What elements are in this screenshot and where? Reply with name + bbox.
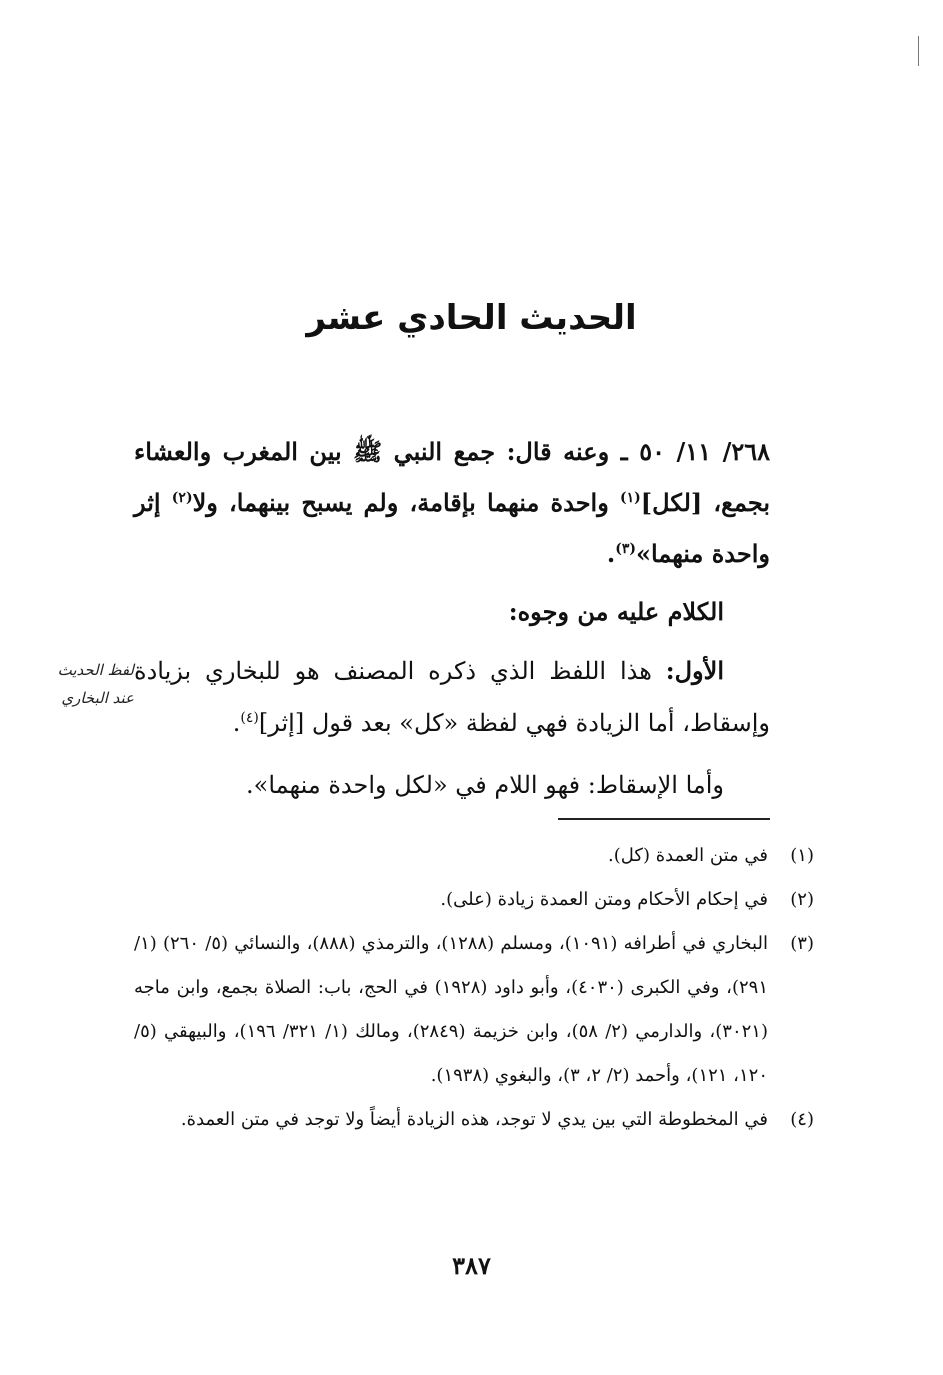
footnote-text: في المخطوطة التي بين يدي لا توجد، هذه الزيادة أيضاً ولا توجد في متن العمدة. — [180, 1109, 768, 1130]
first-point-lead: الأول: — [665, 656, 724, 685]
footnote-text: في متن العمدة (كل). — [608, 845, 768, 866]
footnote-number: (٢) — [790, 889, 814, 910]
hadith-text-part-3: إثر واحدة منهما» — [134, 488, 770, 568]
footnote-ref-1[interactable]: (١) — [620, 490, 641, 506]
first-point-end: . — [232, 709, 241, 737]
hadith-text-part-1: ـ وعنه قال: جمع النبي ﷺ بين المغرب والعشاء بجمع، [لكل] — [134, 437, 771, 517]
footnote-item — [134, 878, 814, 922]
footnote-text: في إحكام الأحكام ومتن العمدة زيادة (على). — [440, 889, 768, 910]
footnote-ref-4[interactable]: (٤) — [240, 710, 259, 726]
footnote-item — [134, 1098, 814, 1142]
discussion-heading: الكلام عليه من وجوه: — [508, 597, 724, 626]
footnotes — [134, 834, 814, 1142]
second-point-paragraph: وأما الإسقاط: فهو اللام في «لكل واحدة منهما». — [246, 771, 724, 799]
hadith-number: ٢٦٨/ ١١/ ٥٠ — [639, 437, 771, 466]
footnote-number: (٣) — [790, 933, 814, 954]
footnote-text: البخاري في أطرافه (١٠٩١)، ومسلم (١٢٨٨)، والترمذي (٨٨٨)، والنسائي (٥/ ٢٦٠) (١/ ٢٩١)، وفي الكبرى (٤٠٣٠)، وأبو داود (١٩٢٨) في الحج، باب: الصلاة بجمع، وابن ماجه (٣٠٢١)، والدارمي (٢/ ٥٨)، وابن خزيمة (٢٨٤٩)، ومالك (١/ ٣٢١/ ١٩٦)، والبيهقي (٥/ ١٢٠، ١٢١)، وأحمد (٢/ ٢، ٣)، والبغوي (١٩٣٨). — [134, 933, 769, 1086]
footnote-number: (٤) — [790, 1109, 814, 1130]
margin-note-line-1: لفظ الحديث — [57, 661, 134, 679]
chapter-title: الحديث الحادي عشر — [306, 298, 637, 338]
first-point-paragraph — [134, 645, 770, 749]
footnote-ref-2[interactable]: (٢) — [171, 490, 193, 506]
page-number: ٣٨٧ — [452, 1251, 491, 1280]
scan-edge-mark — [918, 36, 919, 66]
first-point-text: هذا اللفظ الذي ذكره المصنف هو للبخاري بزيادة وإسقاط، أما الزيادة فهي لفظة «كل» بعد قول [إثر] — [134, 657, 770, 737]
footnote-ref-3[interactable]: (٣) — [615, 541, 637, 557]
footnote-separator — [558, 818, 770, 820]
hadith-text-part-4: . — [606, 539, 616, 568]
margin-note-line-2: عند البخاري — [61, 689, 134, 707]
hadith-paragraph — [134, 426, 770, 579]
footnote-item — [134, 834, 814, 878]
footnote-number: (١) — [790, 845, 814, 866]
main-text — [134, 426, 770, 811]
handwritten-margin-note — [14, 656, 134, 712]
hadith-text-part-2: واحدة منهما بإقامة، ولم يسبح بينهما، ولا — [192, 488, 620, 517]
footnote-item — [134, 922, 814, 1098]
